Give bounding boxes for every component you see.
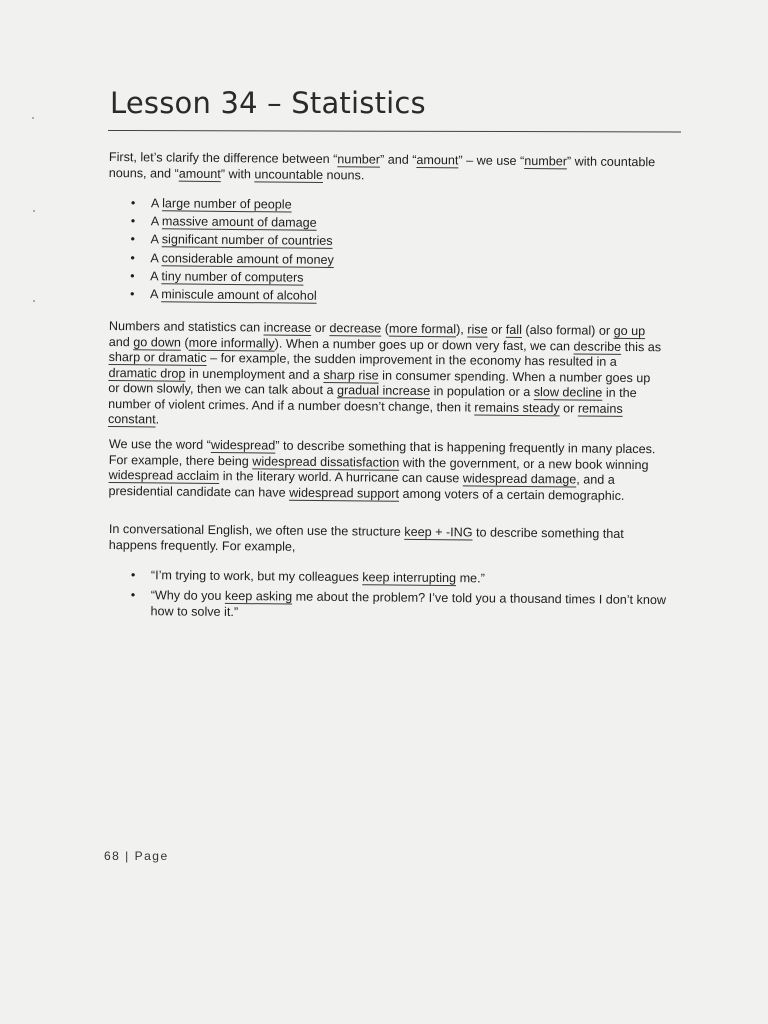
item-prefix: A (149, 287, 162, 302)
text-run: to describe something that happens frequently. For example, (108, 525, 624, 554)
underlined-term: number (337, 152, 381, 167)
underlined-term: decrease (329, 321, 382, 336)
underlined-term: keep interrupting (362, 570, 457, 586)
underlined-term: number (524, 153, 568, 169)
text-run: me about the problem? I’ve told you a thousand times I don’t know how to solve it.” (150, 589, 667, 620)
text-run: (also formal) or (521, 322, 614, 338)
underlined-term: uncountable (254, 166, 324, 182)
underlined-term: large number of people (162, 196, 292, 212)
underlined-term: sharp or dramatic (108, 349, 207, 365)
text-run: In conversational English, we often use the structure (108, 522, 405, 539)
keep-ing-examples-list (130, 567, 671, 628)
underlined-term: considerable amount of money (161, 250, 334, 267)
list-item (130, 285, 390, 306)
item-prefix: A (150, 250, 162, 265)
underlined-term: widespread (210, 437, 276, 453)
text-run: “Why do you (150, 588, 225, 603)
text-run: ” with countable nouns, and “ (108, 154, 656, 181)
text-run: – for example, the sudden improvement in the economy has resulted in a (206, 350, 617, 369)
page-number: 68 | Page (104, 849, 169, 863)
lesson-title: Lesson 34 – Statistics (110, 86, 426, 120)
underlined-term: keep + -ING (404, 524, 473, 540)
item-prefix: A (150, 196, 163, 211)
text-run: or (487, 322, 506, 337)
text-run: ( (381, 321, 390, 336)
text-run: me.” (456, 571, 485, 586)
keep-ing-paragraph (109, 522, 665, 558)
underlined-term: rise (467, 322, 488, 337)
widespread-paragraph (108, 437, 665, 504)
underlined-term: remains constant (107, 401, 623, 427)
text-run: ” – we use “ (458, 153, 525, 168)
underlined-term: keep asking (224, 588, 293, 604)
underlined-term: widespread acclaim (108, 467, 220, 484)
underlined-term: significant number of countries (161, 232, 333, 249)
underlined-term: amount (416, 152, 459, 168)
text-run: ( (180, 335, 189, 350)
underlined-term: amount (178, 166, 221, 181)
underlined-term: tiny number of computers (161, 269, 304, 285)
text-run: Numbers and statistics can (108, 319, 264, 335)
text-run: First, let’s clarify the difference between “ (108, 150, 338, 167)
underlined-term: increase (263, 320, 312, 335)
numbers-paragraph (108, 319, 665, 433)
text-run: in the number of violent crimes. And if a number doesn’t change, then it (108, 385, 637, 415)
bullet: • (130, 268, 135, 283)
underlined-term: go down (133, 334, 181, 350)
text-run: in the literary world. A hurricane can cause (219, 469, 463, 486)
item-prefix: A (150, 232, 162, 247)
text-run: or (311, 320, 330, 336)
text-run: in population or a (430, 384, 534, 400)
item-prefix: A (150, 269, 162, 284)
text-run: ), (456, 322, 468, 337)
underlined-term: widespread support (289, 485, 400, 501)
item-prefix: A (150, 214, 163, 229)
bullet: • (130, 587, 136, 603)
scan-speck (33, 210, 35, 212)
scan-speck (33, 300, 35, 302)
bullet: • (130, 567, 136, 583)
text-run: , and a presidential candidate can have (108, 472, 615, 500)
underlined-term: widespread dissatisfaction (252, 453, 400, 470)
text-run: with the government, or a new book winning (399, 455, 649, 472)
underlined-term: miniscule amount of alcohol (161, 287, 317, 303)
text-run: this as (621, 339, 662, 354)
text-run: ” and “ (379, 152, 417, 167)
quantity-examples-list (130, 194, 391, 306)
text-run: among voters of a certain demographic. (398, 486, 625, 503)
text-run: ” to describe something that is happening frequently in many places. For example, there being (108, 438, 656, 468)
text-run: in unemployment and a (185, 366, 324, 382)
text-run: “I’m trying to work, but my colleagues (150, 568, 363, 585)
text-run: We use the word “ (108, 437, 211, 452)
bullet: • (129, 287, 135, 302)
underlined-term: massive amount of damage (161, 214, 317, 230)
underlined-term: widespread damage (462, 471, 577, 487)
underlined-term: describe (573, 338, 622, 354)
bullet: • (130, 195, 136, 211)
text-run: ” with (220, 166, 255, 181)
text-run: . (155, 412, 160, 427)
list-item (131, 567, 671, 588)
text-run: nouns. (322, 167, 365, 182)
text-run: and (108, 334, 134, 349)
text-run: or (559, 400, 578, 416)
underlined-term: fall (505, 322, 522, 337)
underlined-term: dramatic drop (108, 365, 186, 381)
scan-speck (32, 117, 34, 119)
underlined-term: sharp rise (323, 367, 379, 383)
text-run: in consumer spending. When a number goes up or down slowly, then we can talk about a (108, 368, 651, 398)
list-item (131, 587, 671, 624)
underlined-term: go up (613, 323, 646, 339)
underlined-term: slow decline (533, 385, 603, 400)
underlined-term: more formal (388, 321, 457, 337)
underlined-term: gradual increase (336, 383, 431, 399)
underlined-term: more informally (188, 335, 275, 351)
title-rule (108, 130, 681, 133)
text-run: ). When a number goes up or down very fast, we can (274, 336, 574, 353)
underlined-term: remains steady (474, 400, 560, 415)
intro-paragraph (109, 150, 665, 186)
bullet: • (130, 214, 136, 229)
bullet: • (130, 250, 135, 265)
bullet: • (130, 232, 136, 247)
